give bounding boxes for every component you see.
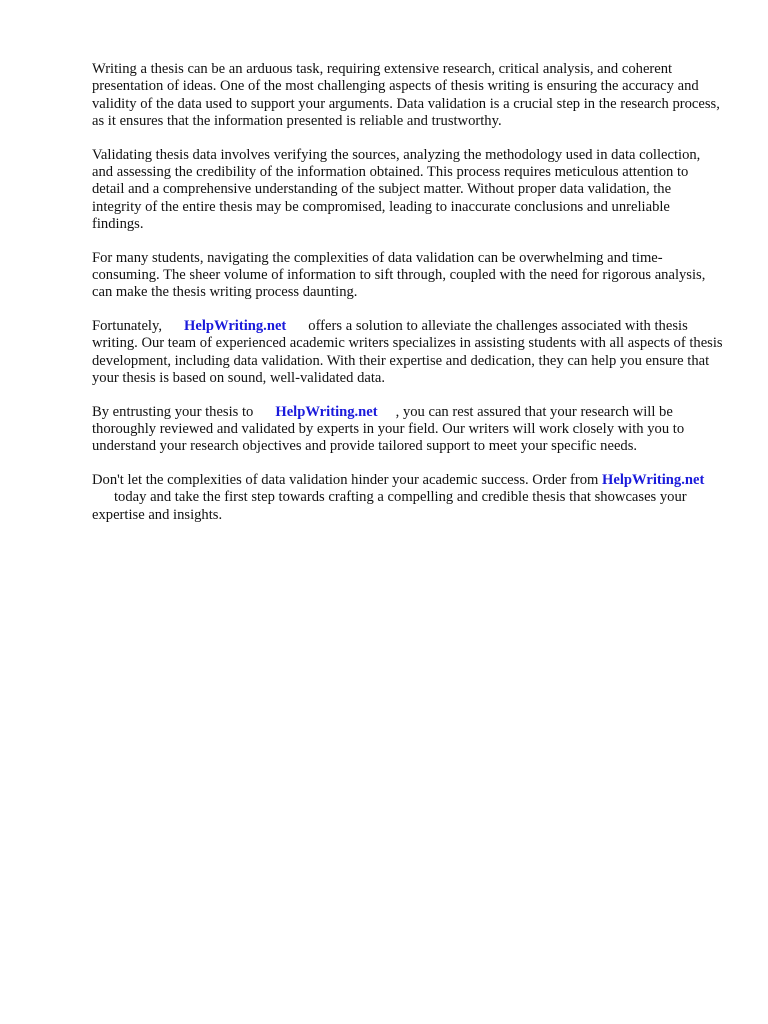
paragraph-challenges [92, 250, 724, 302]
helpwriting-link[interactable]: HelpWriting.net [602, 471, 705, 488]
paragraph-intro [92, 61, 724, 131]
paragraph-solution-before: Fortunately, [92, 317, 162, 334]
helpwriting-link[interactable]: HelpWriting.net [275, 403, 378, 420]
paragraph-validation [92, 147, 724, 234]
paragraph-intro-text: Writing a thesis can be an arduous task, requiring extensive research, critical analysis, and coherent presentation of ideas. One of the most challenging aspects of thesis writing is ensuring the accuracy and validity of the data used to support your arguments. Data validation is a crucial step in the research process, as it ensures that the information presented is reliable and trustworthy. [92, 61, 720, 130]
paragraph-solution-after: offers a solution to alleviate the challenges associated with thesis writing. Our team of experienced academic writers specializes in assisting students with all aspects of thesis development, including data validation. With their expertise and dedication, they can help you ensure that your thesis is based on sound, well-validated data. [92, 317, 723, 387]
paragraph-order [92, 472, 724, 524]
paragraph-order-before: Don't let the complexities of data validation hinder your academic success. Order from [92, 471, 599, 488]
document-body [92, 61, 724, 540]
helpwriting-link[interactable]: HelpWriting.net [183, 317, 287, 334]
paragraph-entrust-before: By entrusting your thesis to [92, 403, 254, 420]
paragraph-entrust-after: , you can rest assured that your research will be thoroughly reviewed and validated by experts in your field. Our writers will work closely with you to understand your research objectives and provide tailored support to meet your specific needs. [92, 403, 685, 455]
paragraph-entrust [92, 404, 724, 456]
paragraph-validation-text: Validating thesis data involves verifying the sources, analyzing the methodology used in data collection, and assessing the credibility of the information obtained. This process requires meticulous attention to detail and a comprehensive understanding of the subject matter. Without proper data validation, the integrity of the entire thesis may be compromised, leading to inaccurate conclusions and unreliable findings. [92, 146, 701, 233]
paragraph-order-after: today and take the first step towards crafting a compelling and credible thesis that showcases your expertise and insights. [92, 489, 687, 523]
paragraph-challenges-text: For many students, navigating the complexities of data validation can be overwhelming and time-consuming. The sheer volume of information to sift through, coupled with the need for rigorous analysis, can make the thesis writing process daunting. [92, 249, 706, 301]
paragraph-solution [92, 318, 724, 388]
